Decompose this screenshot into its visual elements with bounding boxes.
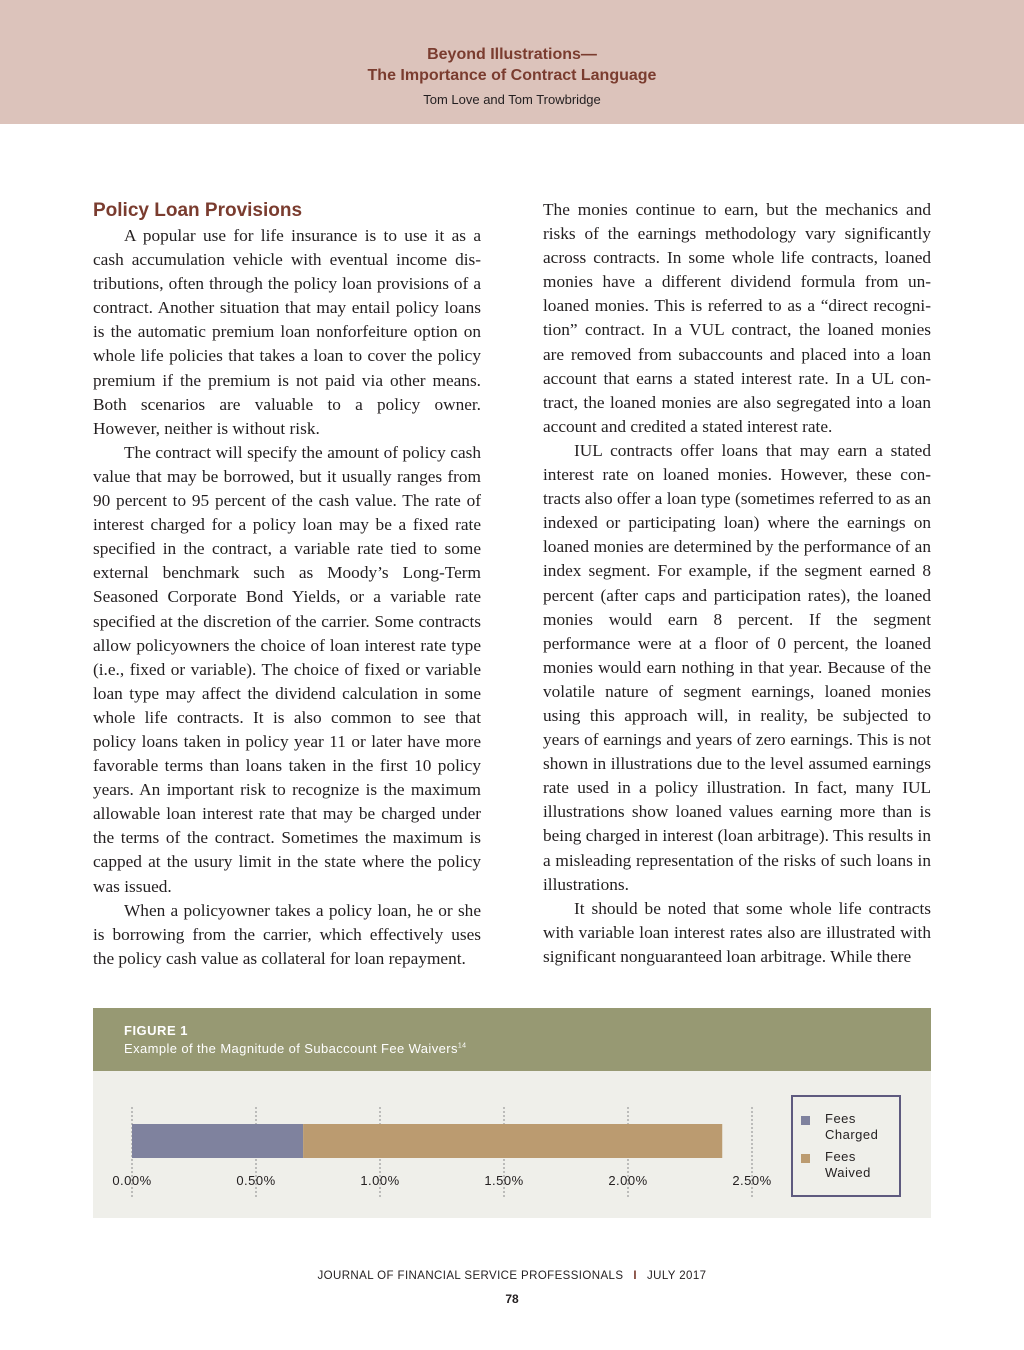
left-column: [93, 198, 481, 971]
figure-caption: [124, 1041, 466, 1056]
article-authors: Tom Love and Tom Trowbridge: [423, 92, 601, 107]
footnote-ref: 14: [457, 1042, 467, 1050]
legend-label-fees-waived: Fees Waived: [825, 1149, 871, 1180]
body-paragraph: The monies continue to earn, but the mechanics and risks of the earnings methodology vary significantly across contracts. In some whole life contracts, loaned monies have a different dividend formula from unloaned monies. This is referred to as a “direct recognition” contract. In a VUL contract, the loaned monies are removed from subaccounts and placed into a loan account that earns a stated interest rate. In a UL contract, the loaned monies are also segregated into a loan account and credited a stated interest rate.: [543, 200, 931, 436]
body-paragraph: A popular use for life insurance is to use it as a cash accumulation vehicle with eventual income distributions, often through the policy loan provisions of a contract. Another situation that may entail policy loans is the automatic premium loan nonforfeiture option on whole life policies that takes a loan to cover the policy premium if the premium is not paid via other means. Both scenarios are valuable to a policy owner. However, neither is without risk.: [93, 226, 481, 438]
article-title-line1: Beyond Illustrations—: [427, 46, 597, 63]
body-paragraph: It should be noted that some whole life contracts with variable loan interest rates also are illustrated with significant nonguaranteed loan arbitrage. While there: [543, 898, 931, 966]
right-column: [543, 198, 931, 969]
issue-date: JULY 2017: [647, 1270, 707, 1282]
x-tick-label: 0.50%: [236, 1173, 276, 1188]
legend-swatch-fees-charged: [801, 1116, 810, 1125]
x-tick-label: 0.00%: [112, 1173, 152, 1188]
chart-legend: [791, 1095, 901, 1197]
x-tick-label: 1.00%: [360, 1173, 400, 1188]
figure-header: [93, 1008, 931, 1071]
article-title-line2: The Importance of Contract Language: [367, 67, 657, 84]
bar-segment-fees-waived: [303, 1124, 722, 1158]
page-footer: [0, 1270, 1024, 1282]
legend-swatch-fees-waived: [801, 1154, 810, 1163]
x-tick-label: 1.50%: [484, 1173, 524, 1188]
body-paragraph: The contract will specify the amount of policy cash value that may be borrowed, but it usually ranges from 90 percent to 95 percent of the cash value. The rate of interest charged for a policy loan may be a fixed rate specified in the contract, a variable rate tied to some external benchmark such as Moody’s Long-Term Seasoned Corporate Bond Yields, or a variable rate specified at the discretion of the carrier. Some contracts allow policyowners the choice of loan interest rate type (i.e., fixed or variable). The choice of fixed or variable loan type may affect the dividend calculation in some whole life contracts. It is also common to see that policy loans taken in policy year 11 or later have more favorable terms than loans taken in the first 10 policy years. An important risk to recognize is the maximum allowable loan interest rate that may be charged under the terms of the contract. Sometimes the maximum is capped at the usury limit in the state where the policy was issued.: [93, 442, 481, 896]
x-tick-label: 2.00%: [608, 1173, 648, 1188]
body-paragraph: IUL contracts offer loans that may earn a stated interest rate on loaned monies. However, these contracts also offer a loan type (sometimes referred to as an indexed or participating loan) where the earnings on loaned monies are determined by the performance of an index segment. For example, if the segment earned 8 percent (after caps and participation rates), the loaned monies would earn 8 percent. If the segment performance were at a floor of 0 percent, the loaned monies would earn nothing in that year. Because of the volatile nature of segment earnings, loaned monies using this approach will, in reality, be subjected to years of earnings and years of zero earnings. This is not shown in illustrations due to the level assumed earnings rate used in a policy illustration. In fact, many IUL illustrations show loaned values earning more than is being charged in interest (loan arbitrage). This results in a misleading representation of the risks of such loans in illustrations.: [543, 440, 931, 894]
footer-separator: I: [633, 1270, 637, 1282]
page-number: 78: [505, 1292, 519, 1306]
fee-waiver-chart: [93, 1071, 783, 1218]
journal-name: JOURNAL OF FINANCIAL SERVICE PROFESSIONALS: [317, 1270, 624, 1282]
legend-label-fees-charged: Fees Charged: [825, 1111, 879, 1142]
section-heading: Policy Loan Provisions: [93, 200, 303, 221]
header-band: [0, 0, 1024, 124]
figure-label: FIGURE 1: [124, 1023, 188, 1038]
bar-segment-fees-charged: [132, 1124, 303, 1158]
body-paragraph: When a policyowner takes a policy loan, he or she is borrowing from the carrier, which effectively uses the policy cash value as collateral for loan repayment.: [93, 900, 481, 968]
x-tick-label: 2.50%: [732, 1173, 772, 1188]
figure-1: [93, 1008, 931, 1218]
figure-caption-text: Example of the Magnitude of Subaccount Fee Waivers: [124, 1041, 458, 1056]
